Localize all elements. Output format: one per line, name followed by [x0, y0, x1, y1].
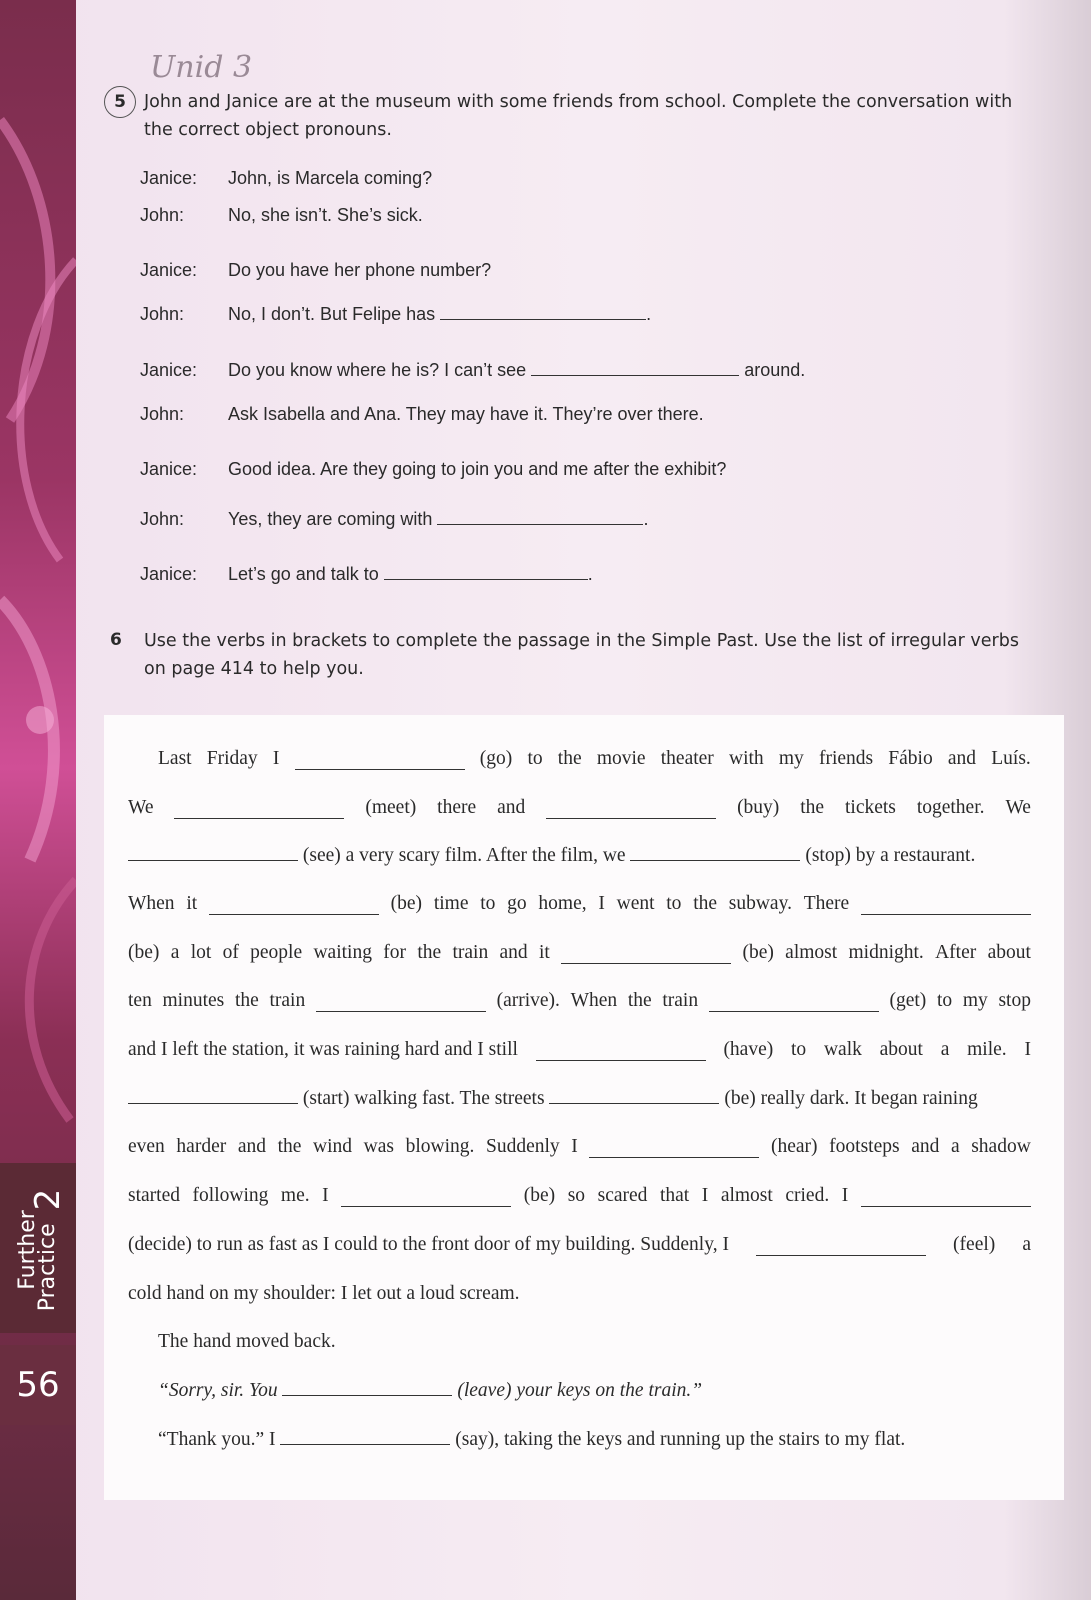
word: movie [596, 748, 646, 769]
answer-blank[interactable] [546, 817, 716, 819]
word: a [1022, 1234, 1031, 1255]
text: (start) walking fast. The streets [302, 1088, 545, 1109]
word: almost [720, 1185, 773, 1206]
section-word1: Further [15, 1210, 40, 1290]
word: my [778, 748, 804, 769]
line-text: Yes, they are coming with [228, 509, 433, 529]
word: shadow [971, 1136, 1031, 1157]
answer-blank[interactable] [709, 1010, 879, 1012]
instruction-line: on page 414 to help you. [144, 659, 364, 679]
word: Luís. [991, 748, 1031, 769]
passage-line [128, 990, 1031, 1012]
word: I [322, 1185, 329, 1206]
word: (arrive). [496, 990, 560, 1011]
exercise-5-instruction [144, 88, 1074, 144]
word: and [911, 1136, 940, 1157]
word: waiting [313, 942, 372, 963]
word: even [128, 1136, 165, 1157]
passage-line [128, 1088, 978, 1110]
passage-line [158, 1380, 702, 1402]
passage-line [158, 748, 1031, 770]
line-text: Good idea. Are they going to join you and me after the exhibit? [228, 459, 727, 479]
word: train [662, 990, 699, 1011]
line-text: Ask Isabella and Ana. They may have it. They’re over there. [228, 404, 704, 424]
answer-blank[interactable] [630, 859, 800, 861]
word: friends [818, 748, 874, 769]
line-text: No, she isn’t. She’s sick. [228, 205, 423, 225]
word: (be) [128, 942, 160, 963]
speaker: John: [140, 205, 185, 225]
answer-blank[interactable] [316, 1010, 486, 1012]
answer-blank[interactable] [295, 768, 465, 770]
line-text: John, is Marcela coming? [228, 168, 433, 188]
dialogue-line [140, 564, 593, 585]
instruction-line: Use the verbs in brackets to complete the passage in the Simple Past. Use the list of irregular verbs [144, 631, 1019, 651]
word: a [940, 1039, 950, 1060]
word: stop [998, 990, 1031, 1011]
word: to [936, 990, 953, 1011]
exercise-5-number: 5 [104, 86, 136, 118]
answer-blank[interactable] [128, 859, 298, 861]
word: Friday [206, 748, 258, 769]
word: it [538, 942, 550, 963]
word: I [571, 1136, 578, 1157]
section-label [15, 1165, 68, 1335]
word: was [363, 1136, 394, 1157]
word: the [557, 748, 582, 769]
word: about [879, 1039, 923, 1060]
word: Last [158, 748, 192, 769]
word: about [987, 942, 1031, 963]
word: for [383, 942, 407, 963]
answer-blank[interactable] [440, 318, 646, 320]
passage-line: The hand moved back. [158, 1331, 336, 1352]
word: We [1005, 797, 1031, 818]
answer-blank[interactable] [280, 1443, 450, 1445]
word: to [791, 1039, 807, 1060]
section-word2: Practice [35, 1223, 60, 1312]
answer-blank[interactable] [437, 523, 643, 525]
word: the [693, 893, 718, 914]
text: (see) a very scary film. After the film, we [302, 845, 626, 866]
dialogue-line [140, 260, 491, 281]
line-text: Let’s go and talk to [228, 564, 379, 584]
exercise-6-instruction [144, 627, 1074, 683]
line-text: Do you know where he is? I can’t see [228, 360, 527, 380]
word: harder [176, 1136, 227, 1157]
line-tail: around. [744, 360, 806, 380]
answer-blank[interactable] [589, 1156, 759, 1158]
speaker: Janice: [140, 260, 198, 280]
passage-line [128, 942, 1031, 964]
word: home, [538, 893, 587, 914]
word: (get) [889, 990, 927, 1011]
dialogue-line [140, 205, 423, 226]
word: a [170, 942, 180, 963]
text: “Sorry, sir. You [158, 1380, 278, 1401]
word: I [272, 748, 280, 769]
answer-blank[interactable] [531, 374, 739, 376]
line-text: Do you have her phone number? [228, 260, 492, 280]
answer-blank[interactable] [174, 817, 344, 819]
word: (be) [742, 942, 774, 963]
word: minutes [162, 990, 225, 1011]
word: went [616, 893, 655, 914]
word: me. [280, 1185, 310, 1206]
word: and [947, 748, 977, 769]
word: people [250, 942, 303, 963]
word: a [950, 1136, 960, 1157]
dialogue-line [140, 404, 704, 425]
text: (leave) your keys on the train.” [457, 1380, 703, 1401]
exercise-6-number: 6 [110, 630, 122, 650]
speaker: John: [140, 404, 185, 424]
speaker: Janice: [140, 564, 198, 584]
answer-blank[interactable] [861, 1205, 1031, 1207]
instruction-line: John and Janice are at the museum with some friends from school. Complete the conversation with [144, 92, 1013, 112]
word: that [659, 1185, 690, 1206]
passage-line [128, 797, 1031, 819]
word: (have) [723, 1039, 774, 1060]
passage-line [128, 845, 975, 867]
word: After [935, 942, 977, 963]
word: almost [785, 942, 838, 963]
word: blowing. [405, 1136, 475, 1157]
answer-blank[interactable] [756, 1254, 926, 1256]
word: train [452, 942, 489, 963]
word: to [480, 893, 496, 914]
word: together. [916, 797, 985, 818]
word: started [128, 1185, 180, 1206]
answer-blank[interactable] [128, 1102, 298, 1104]
answer-blank[interactable] [549, 1102, 719, 1104]
word: ten [128, 990, 152, 1011]
word: time [433, 893, 469, 914]
word: there [437, 797, 477, 818]
word: my [962, 990, 988, 1011]
word: (go) [479, 748, 513, 769]
line-punct: . [646, 304, 652, 324]
text: (be) really dark. It began raining [724, 1088, 978, 1109]
instruction-line: the correct object pronouns. [144, 120, 392, 140]
word: train [269, 990, 306, 1011]
word: it [186, 893, 198, 914]
word: cried. [785, 1185, 830, 1206]
word: (be) [390, 893, 423, 914]
answer-blank[interactable] [561, 962, 731, 964]
word: footsteps [829, 1136, 900, 1157]
speaker: John: [140, 509, 185, 529]
word: tickets [844, 797, 896, 818]
line-punct: . [587, 564, 593, 584]
dialogue-line [140, 168, 432, 189]
line-text: No, I don’t. But Felipe has [228, 304, 436, 324]
line-punct: . [643, 509, 649, 529]
text: (stop) by a restaurant. [805, 845, 976, 866]
word: go [507, 893, 527, 914]
dialogue-line [140, 509, 648, 530]
word: Suddenly [486, 1136, 560, 1157]
word: I [841, 1185, 849, 1206]
speaker: John: [140, 304, 185, 324]
text: (decide) to run as fast as I could to the front door of my building. Suddenly, I [128, 1234, 729, 1255]
word: walk [823, 1039, 862, 1060]
dialogue-line [140, 304, 651, 325]
word: and [497, 797, 526, 818]
word: subway. [728, 893, 792, 914]
word: scared [597, 1185, 648, 1206]
word: We [128, 797, 154, 818]
word: so [567, 1185, 586, 1206]
page-number: 56 [0, 1345, 76, 1425]
word: (buy) [737, 797, 780, 818]
word: theater [660, 748, 714, 769]
word: wind [313, 1136, 353, 1157]
word: I [598, 893, 605, 914]
dialogue-line [140, 360, 805, 381]
word: There [803, 893, 850, 914]
word: Fábio [888, 748, 933, 769]
passage-line [128, 1136, 1031, 1158]
word: the [277, 1136, 302, 1157]
passage-line [128, 893, 1031, 915]
passage-line [128, 1185, 1031, 1207]
word: lot [190, 942, 212, 963]
word: the [417, 942, 442, 963]
text: and I left the station, it was raining hard and I still [128, 1039, 518, 1060]
word: I [1024, 1039, 1031, 1060]
word: the [800, 797, 825, 818]
word: midnight. [848, 942, 924, 963]
word: with [728, 748, 764, 769]
word: When [128, 893, 175, 914]
word: (feel) [953, 1234, 996, 1255]
section-number: 2 [28, 1188, 68, 1211]
answer-blank[interactable] [209, 913, 379, 915]
word: the [627, 990, 652, 1011]
word: (be) [523, 1185, 556, 1206]
passage-line [128, 1039, 1031, 1061]
passage-line: cold hand on my shoulder: I let out a loud scream. [128, 1283, 520, 1304]
speaker: Janice: [140, 168, 198, 188]
text: (say), taking the keys and running up the stairs to my flat. [455, 1429, 906, 1450]
answer-blank[interactable] [384, 578, 588, 580]
passage-line [158, 1429, 905, 1451]
word: and [499, 942, 528, 963]
word: to [666, 893, 682, 914]
handwritten-note: Unid 3 [150, 50, 253, 85]
word: When [570, 990, 618, 1011]
passage-line [128, 1234, 1031, 1256]
dialogue-line [140, 459, 726, 480]
word: following [192, 1185, 269, 1206]
word: to [527, 748, 543, 769]
word: mile. [967, 1039, 1007, 1060]
answer-blank[interactable] [282, 1394, 452, 1396]
answer-blank[interactable] [861, 913, 1031, 915]
answer-blank[interactable] [536, 1059, 706, 1061]
text: “Thank you.” I [158, 1429, 276, 1450]
speaker: Janice: [140, 459, 198, 479]
answer-blank[interactable] [341, 1205, 511, 1207]
word: and [237, 1136, 266, 1157]
speaker: Janice: [140, 360, 198, 380]
word: of [222, 942, 239, 963]
word: (meet) [365, 797, 417, 818]
word: I [701, 1185, 709, 1206]
word: (hear) [771, 1136, 818, 1157]
word: the [234, 990, 259, 1011]
